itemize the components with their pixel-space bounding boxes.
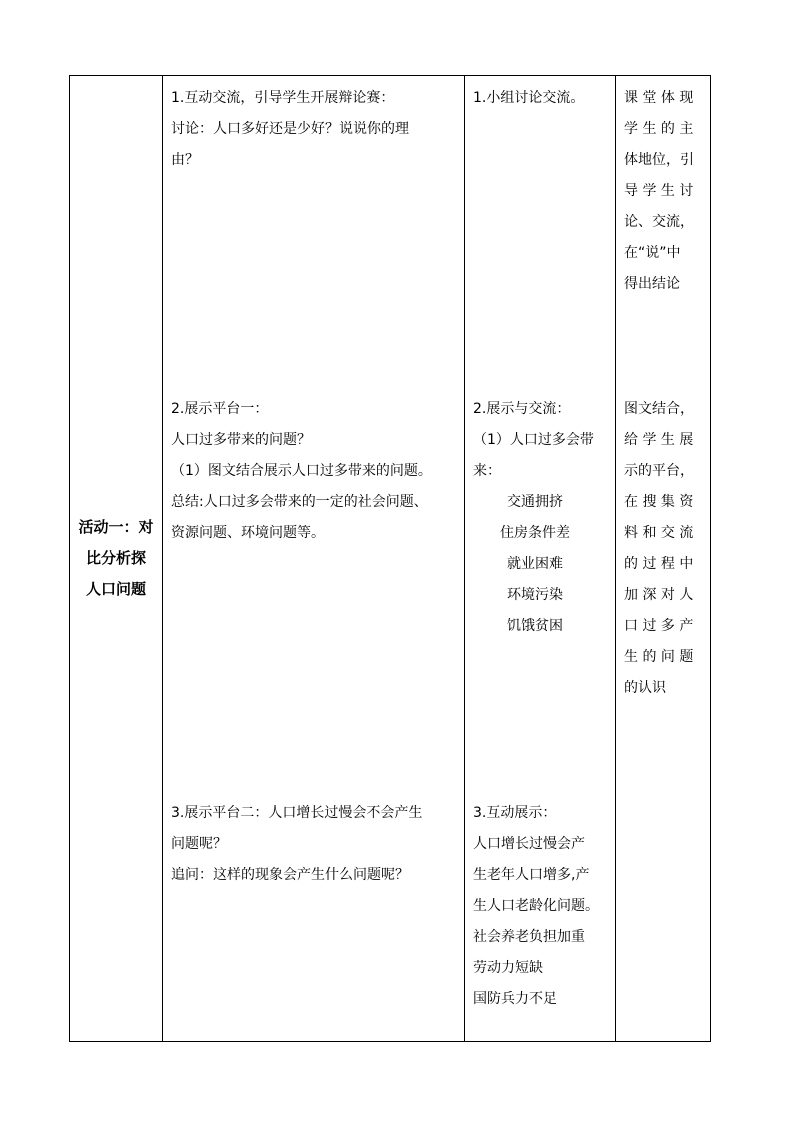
design-intent-cell xyxy=(616,76,711,1042)
text-line: 由？ xyxy=(171,152,199,168)
student-section-1 xyxy=(465,78,615,114)
list-item: 交通拥挤 xyxy=(507,494,563,510)
text-line: 1.小组讨论交流。 xyxy=(473,90,585,106)
activity-title-line: 活动一：对 xyxy=(78,518,154,536)
list-item: 饥饿贫困 xyxy=(507,618,563,634)
student-section-3 xyxy=(465,793,615,1015)
text-line: （1）人口过多会带 xyxy=(473,432,594,448)
text-line: 3.互动展示： xyxy=(473,805,557,821)
student-section-2 xyxy=(465,389,615,642)
text-line: 国防兵力不足 xyxy=(473,991,557,1007)
text-line: 讨论：人口多好还是少好？说说你的理 xyxy=(171,121,409,137)
text-line: 体地位，引 xyxy=(624,152,694,168)
text-line: 论、交流， xyxy=(624,214,694,230)
activity-title-cell xyxy=(70,76,163,1042)
list-item: 住房条件差 xyxy=(500,525,570,541)
list-item: 就业困难 xyxy=(507,556,563,572)
text-line: 1.互动交流，引导学生开展辩论赛： xyxy=(171,90,395,106)
text-line: 在“说”中 xyxy=(624,245,681,261)
activity-title xyxy=(70,512,162,605)
teacher-activity-cell xyxy=(163,76,465,1042)
text-line: 生人口老龄化问题。 xyxy=(473,898,599,914)
intent-section-1 xyxy=(616,78,710,300)
text-line: 人口增长过慢会产 xyxy=(473,836,585,852)
teacher-section-2 xyxy=(163,389,464,549)
text-line: 的 过 程 中 xyxy=(624,556,694,572)
text-line: 得出结论 xyxy=(624,276,680,292)
text-line: 2.展示平台一： xyxy=(171,401,269,417)
text-line: 追问：这样的现象会产生什么问题呢？ xyxy=(171,867,409,883)
text-line: 导 学 生 讨 xyxy=(624,183,694,199)
text-line: 劳动力短缺 xyxy=(473,960,543,976)
text-line: 加 深 对 人 xyxy=(624,587,694,603)
text-line: 3.展示平台二：人口增长过慢会不会产生 xyxy=(171,805,423,821)
teacher-section-1 xyxy=(163,78,464,176)
text-line: 人口过多带来的问题？ xyxy=(171,432,311,448)
student-activity-cell xyxy=(465,76,616,1042)
text-line: 2.展示与交流： xyxy=(473,401,571,417)
text-line: 料 和 交 流 xyxy=(624,525,694,541)
activity-title-line: 比分析探 xyxy=(85,549,146,567)
text-line: 学 生 的 主 xyxy=(624,121,694,137)
text-line: 问题呢？ xyxy=(171,836,227,852)
text-line: 图文结合， xyxy=(624,401,694,417)
text-line: 总结:人口过多会带来的一定的社会问题、 xyxy=(171,494,428,510)
text-line: 示的平台， xyxy=(624,463,694,479)
lesson-plan-table xyxy=(69,75,711,1042)
text-line: 在 搜 集 资 xyxy=(624,494,694,510)
teacher-section-3 xyxy=(163,793,464,891)
text-line: 课 堂 体 现 xyxy=(624,90,694,106)
table-row xyxy=(70,76,711,1042)
intent-section-2 xyxy=(616,389,710,704)
text-line: 生老年人口增多,产 xyxy=(473,867,590,883)
text-line: 给 学 生 展 xyxy=(624,432,694,448)
text-line: 口 过 多 产 xyxy=(624,618,694,634)
text-line: 来： xyxy=(473,463,501,479)
text-line: 社会养老负担加重 xyxy=(473,929,585,945)
text-line: 生 的 问 题 xyxy=(624,649,694,665)
text-line: 的认识 xyxy=(624,680,666,696)
list-item: 环境污染 xyxy=(507,587,563,603)
text-line: 资源问题、环境问题等。 xyxy=(171,525,325,541)
activity-title-line: 人口问题 xyxy=(85,580,146,598)
text-line: （1）图文结合展示人口过多带来的问题。 xyxy=(171,463,432,479)
